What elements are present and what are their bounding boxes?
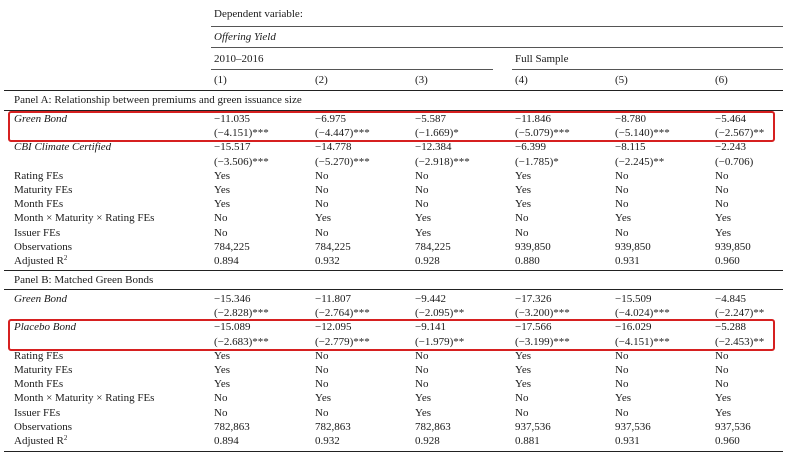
highlight-box-green-bond: [8, 111, 775, 142]
rule: [4, 451, 783, 452]
table-cell: No: [315, 349, 329, 362]
row-label: Green Bond: [14, 293, 68, 305]
row-label: Month FEs: [14, 378, 64, 391]
table-cell: 784,225: [415, 240, 451, 253]
column-number: (2): [315, 74, 328, 86]
table-cell: Yes: [715, 226, 732, 239]
row-label: Month × Maturity × Rating FEs: [14, 212, 155, 225]
table-cell: No: [415, 378, 429, 391]
table-cell: Yes: [214, 198, 231, 211]
period-full-sample: Full Sample: [515, 53, 569, 65]
table-cell: No: [415, 364, 429, 376]
table-cell: No: [615, 198, 629, 211]
table-cell: Yes: [214, 364, 231, 376]
table-cell: −15.517: [214, 141, 251, 154]
table-cell: 939,850: [615, 240, 651, 253]
table-cell: (−1.669)*: [415, 127, 459, 140]
table-cell: Yes: [515, 378, 532, 391]
table-cell: −6.399: [515, 141, 546, 154]
table-cell: 782,863: [214, 420, 250, 433]
table-cell: (−2.567)**: [715, 127, 765, 140]
table-cell: (−4.024)***: [615, 307, 670, 320]
table-cell: Yes: [415, 406, 432, 419]
rule: [4, 289, 783, 290]
table-cell: 0.931: [615, 255, 640, 267]
table-cell: −17.326: [515, 293, 552, 305]
row-label: Maturity FEs: [14, 364, 73, 376]
table-cell: −12.384: [415, 141, 452, 154]
table-cell: No: [315, 169, 329, 182]
table-cell: Yes: [515, 169, 532, 182]
table-cell: Yes: [214, 169, 231, 182]
table-cell: −2.243: [715, 141, 746, 154]
table-cell: −15.346: [214, 293, 251, 305]
table-cell: No: [615, 184, 629, 196]
table-cell: 0.894: [214, 255, 239, 267]
table-cell: No: [615, 349, 629, 362]
table-cell: −16.029: [615, 321, 652, 334]
table-cell: (−1.785)*: [515, 155, 559, 168]
table-cell: No: [515, 212, 529, 225]
table-cell: No: [315, 198, 329, 211]
table-cell: 937,536: [515, 420, 551, 433]
table-cell: −11.035: [214, 113, 251, 125]
table-cell: Yes: [315, 392, 332, 405]
table-cell: −14.778: [315, 141, 352, 154]
table-cell: No: [415, 184, 429, 196]
table-cell: −11.846: [515, 113, 552, 125]
table-cell: No: [715, 198, 729, 211]
table-cell: Yes: [415, 226, 432, 239]
table-cell: 939,850: [515, 240, 551, 253]
table-cell: Yes: [214, 378, 231, 391]
table-cell: (−2.779)***: [315, 335, 370, 348]
row-label: Issuer FEs: [14, 406, 61, 419]
table-cell: No: [214, 392, 228, 405]
table-cell: Yes: [615, 212, 632, 225]
table-cell: (−2.453)**: [715, 335, 765, 348]
table-cell: −15.509: [615, 293, 652, 305]
highlight-box-placebo-bond: [8, 319, 775, 351]
table-cell: Yes: [615, 392, 632, 405]
table-cell: No: [214, 226, 228, 239]
table-cell: −9.141: [415, 321, 446, 334]
table-cell: 0.881: [515, 435, 540, 447]
table-cell: (−5.270)***: [315, 155, 370, 168]
table-cell: (−3.200)***: [515, 307, 570, 320]
row-label: Month × Maturity × Rating FEs: [14, 392, 155, 405]
dependent-variable-label: Dependent variable:: [214, 8, 303, 20]
table-cell: −8.115: [615, 141, 646, 154]
table-cell: −5.587: [415, 113, 446, 125]
table-cell: No: [715, 349, 729, 362]
adjusted-r2-text: Adjusted R: [14, 435, 64, 447]
table-cell: Yes: [515, 184, 532, 196]
table-cell: No: [214, 406, 228, 419]
table-cell: Yes: [415, 392, 432, 405]
table-cell: 937,536: [715, 420, 751, 433]
table-cell: −5.288: [715, 321, 746, 334]
table-cell: 782,863: [315, 420, 351, 433]
row-label: Rating FEs: [14, 169, 64, 182]
table-cell: (−4.151)***: [615, 335, 670, 348]
column-number: (3): [415, 74, 428, 86]
adjusted-r2-superscript: 2: [63, 254, 68, 262]
column-number: (6): [715, 74, 728, 86]
table-cell: (−4.447)***: [315, 127, 370, 140]
table-cell: 0.894: [214, 435, 239, 447]
row-label: CBI Climate Certified: [14, 141, 112, 154]
table-cell: No: [715, 378, 729, 391]
table-cell: No: [615, 378, 629, 391]
rule: [512, 69, 783, 70]
panel-a-title: Panel A: Relationship between premiums and green issuance size: [14, 94, 302, 106]
table-cell: 0.928: [415, 435, 440, 447]
rule: [4, 270, 783, 271]
rule: [211, 69, 493, 70]
table-cell: No: [515, 226, 529, 239]
table-cell: No: [515, 406, 529, 419]
row-label: Month FEs: [14, 198, 64, 211]
table-cell: No: [615, 169, 629, 182]
table-cell: 0.931: [615, 435, 640, 447]
table-cell: −4.845: [715, 293, 746, 305]
column-number: (5): [615, 74, 628, 86]
table-cell: (−2.918)***: [415, 155, 470, 168]
adjusted-r2-superscript: 2: [63, 434, 68, 442]
period-2010-2016: 2010–2016: [214, 53, 264, 65]
table-cell: No: [415, 169, 429, 182]
table-cell: No: [415, 198, 429, 211]
table-cell: 0.960: [715, 255, 740, 267]
table-cell: No: [315, 406, 329, 419]
table-cell: −15.089: [214, 321, 251, 334]
table-cell: −9.442: [415, 293, 446, 305]
row-label: Issuer FEs: [14, 226, 61, 239]
table-cell: (−5.079)***: [515, 127, 570, 140]
table-cell: No: [615, 226, 629, 239]
table-cell: No: [315, 378, 329, 391]
table-cell: −8.780: [615, 113, 646, 125]
table-cell: Yes: [715, 406, 732, 419]
table-cell: No: [214, 212, 228, 225]
table-cell: (−2.247)**: [715, 307, 765, 320]
row-label-adjusted-r2: [14, 435, 67, 448]
table-cell: Yes: [415, 212, 432, 225]
table-cell: 0.932: [315, 255, 340, 267]
rule: [4, 90, 783, 91]
table-cell: (−5.140)***: [615, 127, 670, 140]
rule: [211, 47, 783, 48]
table-cell: (−2.828)***: [214, 307, 269, 320]
table-cell: No: [315, 364, 329, 376]
table-cell: (−4.151)***: [214, 127, 269, 140]
row-label: Observations: [14, 420, 73, 433]
column-number: (1): [214, 74, 227, 86]
table-cell: −6.975: [315, 113, 346, 125]
table-cell: (−3.199)***: [515, 335, 570, 348]
table-cell: 937,536: [615, 420, 651, 433]
table-cell: Yes: [715, 212, 732, 225]
adjusted-r2-text: Adjusted R: [14, 255, 64, 267]
row-label: Maturity FEs: [14, 184, 73, 196]
table-cell: (−2.095)**: [415, 307, 465, 320]
row-label: Observations: [14, 240, 73, 253]
table-cell: No: [315, 184, 329, 196]
table-cell: (−2.683)***: [214, 335, 269, 348]
table-cell: (−1.979)**: [415, 335, 465, 348]
table-cell: (−2.245)**: [615, 155, 665, 168]
table-cell: No: [715, 169, 729, 182]
row-label-adjusted-r2: [14, 255, 67, 268]
offering-yield-label: Offering Yield: [214, 31, 276, 43]
table-cell: No: [515, 392, 529, 405]
table-cell: 0.932: [315, 435, 340, 447]
table-cell: 939,850: [715, 240, 751, 253]
table-cell: Yes: [515, 198, 532, 211]
table-cell: (−0.706): [715, 155, 754, 168]
table-cell: −11.807: [315, 293, 352, 305]
table-cell: (−2.764)***: [315, 307, 370, 320]
table-cell: −17.566: [515, 321, 552, 334]
panel-b-title: Panel B: Matched Green Bonds: [14, 274, 154, 286]
table-cell: 784,225: [214, 240, 250, 253]
table-cell: No: [615, 406, 629, 419]
table-cell: 782,863: [415, 420, 451, 433]
row-label: Green Bond: [14, 113, 68, 125]
table-cell: 0.928: [415, 255, 440, 267]
table-cell: Yes: [715, 392, 732, 405]
column-number: (4): [515, 74, 528, 86]
rule: [211, 26, 783, 27]
table-cell: No: [315, 226, 329, 239]
table-cell: No: [615, 364, 629, 376]
table-cell: No: [715, 184, 729, 196]
table-cell: 0.880: [515, 255, 540, 267]
table-cell: Yes: [515, 364, 532, 376]
table-cell: Yes: [214, 184, 231, 196]
table-cell: Yes: [515, 349, 532, 362]
table-cell: −12.095: [315, 321, 352, 334]
table-cell: 784,225: [315, 240, 351, 253]
row-label: Placebo Bond: [14, 321, 77, 334]
table-cell: (−3.506)***: [214, 155, 269, 168]
table-cell: No: [415, 349, 429, 362]
table-cell: Yes: [315, 212, 332, 225]
table-cell: Yes: [214, 349, 231, 362]
table-cell: No: [715, 364, 729, 376]
table-cell: −5.464: [715, 113, 746, 125]
row-label: Rating FEs: [14, 349, 64, 362]
table-cell: 0.960: [715, 435, 740, 447]
